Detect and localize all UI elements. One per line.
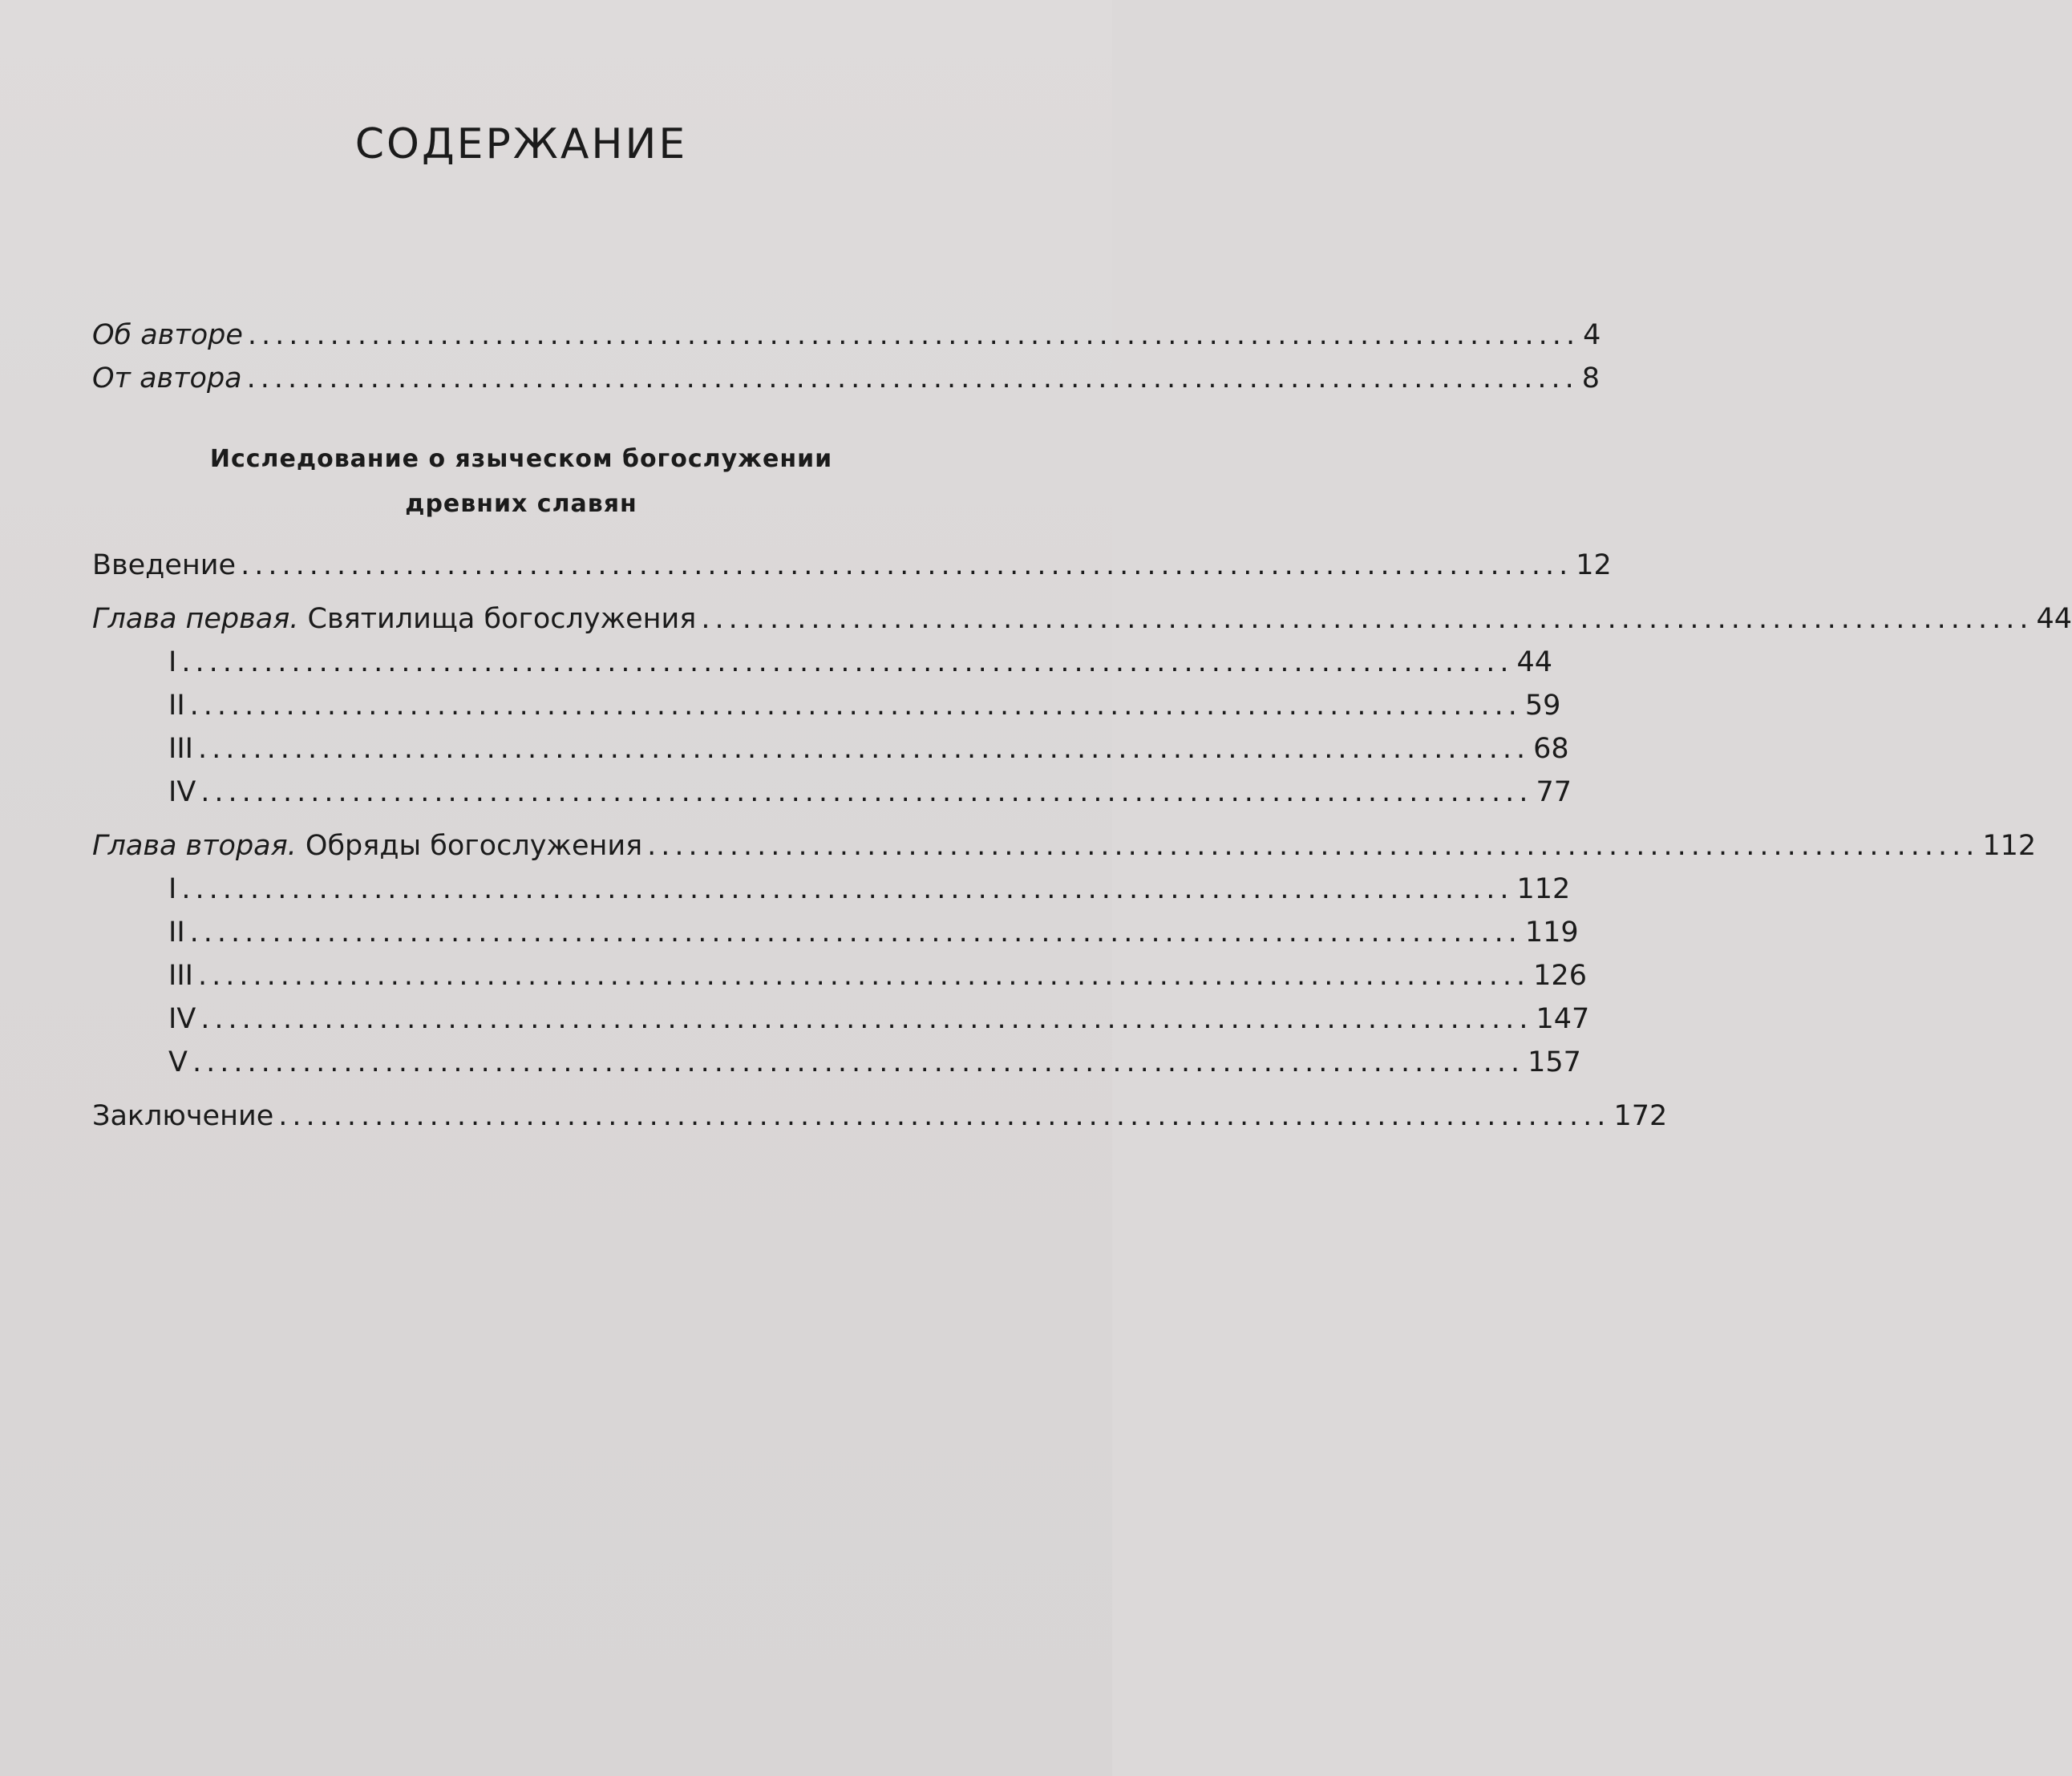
leader-dots: .................................................................................................: [200, 1003, 1533, 1035]
toc-page-number: 44: [2036, 603, 2072, 635]
toc-page-number: 68: [1533, 733, 1569, 765]
leader-dots: .................................................................................................: [197, 733, 1531, 765]
leader-dots: .................................................................................................: [192, 1046, 1525, 1078]
toc-page-number: 59: [1524, 690, 1561, 722]
toc-page-number: 126: [1533, 960, 1587, 992]
section-heading-line2: древних славян: [405, 490, 637, 518]
toc-page-number: 157: [1528, 1046, 1581, 1078]
leader-dots: .................................................................................................: [181, 873, 1514, 905]
leader-dots: .................................................................................................: [197, 960, 1531, 992]
toc-entry-ch2-part-1: [168, 869, 1571, 909]
toc-entry-label: II: [168, 690, 185, 722]
toc-entry-label: Введение: [92, 549, 237, 581]
toc-entry-chapter-2: [92, 826, 2037, 866]
leader-dots: .................................................................................................: [701, 603, 2034, 635]
toc-entry-label: III: [168, 960, 193, 992]
toc-entry-introduction: [92, 545, 1612, 585]
toc-page-number: 12: [1576, 549, 1612, 581]
toc-entry-chapter-1: [92, 599, 2072, 639]
leader-dots: .................................................................................................: [247, 319, 1580, 351]
toc-entry-label: II: [168, 916, 185, 949]
toc-chapter-title: Обряды богослужения: [296, 830, 643, 862]
toc-entry-label: IV: [168, 1003, 196, 1035]
toc-entry-label: Об авторе: [92, 319, 243, 351]
section-heading-line1: Исследование о языческом богослужении: [209, 445, 833, 473]
toc-entry-label: V: [168, 1046, 188, 1078]
toc-entry-ch2-part-5: [168, 1042, 1581, 1082]
leader-dots: .................................................................................................: [189, 690, 1522, 722]
toc-entry-label: Заключение: [92, 1100, 274, 1132]
toc-entry-label: I: [168, 873, 177, 905]
leader-dots: .................................................................................................: [246, 362, 1579, 394]
toc-entry-ch2-part-4: [168, 999, 1590, 1039]
toc-page-number: 172: [1613, 1100, 1668, 1132]
toc-chapter-title: Святилища богослужения: [298, 603, 697, 635]
toc-entry-conclusion: [92, 1096, 1668, 1136]
leader-dots: .................................................................................................: [278, 1100, 1611, 1132]
leader-dots: .................................................................................................: [647, 830, 1980, 862]
leader-dots: .................................................................................................: [181, 646, 1514, 678]
leader-dots: .................................................................................................: [200, 776, 1533, 808]
toc-page-number: 77: [1536, 776, 1572, 808]
toc-page-number: 112: [1982, 830, 2037, 862]
toc-page-number: 119: [1524, 916, 1579, 949]
page-title: СОДЕРЖАНИЕ: [354, 120, 688, 168]
toc-entry-from-author: [92, 358, 1601, 398]
leader-dots: .................................................................................................: [189, 916, 1522, 949]
toc-entry-ch1-part-3: [168, 729, 1569, 769]
toc-entry-ch1-part-2: [168, 686, 1561, 726]
toc-page-number: 4: [1583, 319, 1601, 351]
leader-dots: .................................................................................................: [241, 549, 1573, 581]
toc-entry-ch2-part-2: [168, 912, 1579, 953]
toc-entry-ch1-part-4: [168, 772, 1572, 812]
toc-entry-label: IV: [168, 776, 196, 808]
toc-entry-ch1-part-1: [168, 642, 1553, 682]
toc-page-number: 112: [1516, 873, 1571, 905]
toc-entry-label: От автора: [92, 362, 242, 394]
toc-entry-ch2-part-3: [168, 956, 1587, 996]
toc-page-number: 8: [1581, 362, 1601, 394]
toc-entry-label: I: [168, 646, 177, 678]
toc-page-number: 44: [1516, 646, 1553, 678]
toc-chapter-number: Глава первая.: [92, 603, 299, 635]
toc-entry-about-author: [92, 315, 1601, 355]
toc-page-number: 147: [1536, 1003, 1590, 1035]
toc-entry-label: III: [168, 733, 193, 765]
toc-chapter-number: Глава вторая.: [92, 830, 297, 862]
